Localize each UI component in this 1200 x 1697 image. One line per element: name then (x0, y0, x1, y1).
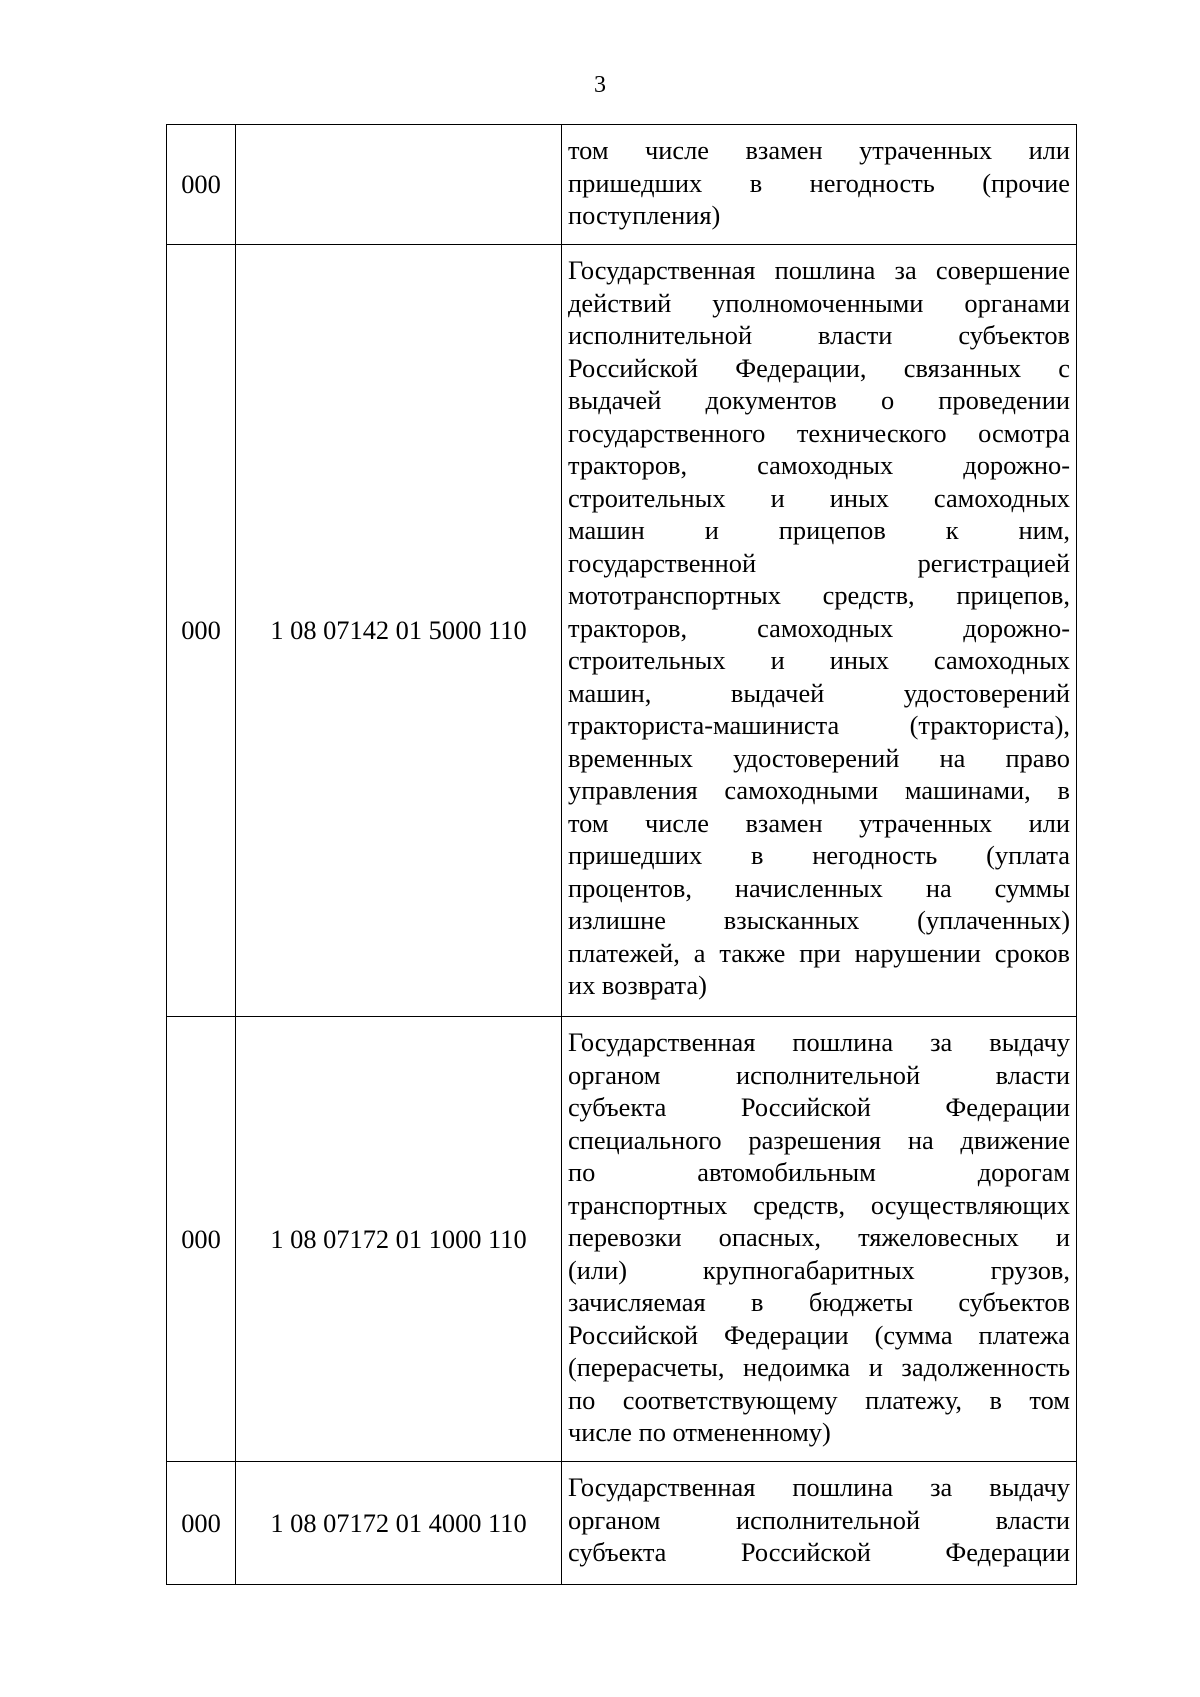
description-line: том числе взамен утраченных или (568, 807, 1070, 838)
description-line: органом исполнительной власти (568, 1504, 1070, 1535)
description-line: тракторов, самоходных дорожно- (568, 450, 1070, 480)
description-line: исполнительной власти субъектов (568, 320, 1070, 350)
description-line: субъекта Российской Федерации (568, 1092, 1070, 1122)
page-number: 3 (594, 72, 606, 98)
description-line: Государственная пошлина за совершение (568, 255, 1070, 285)
description-line: платежей, а также при нарушении сроков (568, 937, 1070, 968)
description-line: машин, выдачей удостоверений (568, 677, 1070, 708)
description-line: том числе взамен утраченных или (568, 135, 1070, 165)
description-line: транспортных средств, осуществляющих (568, 1189, 1070, 1220)
table-row (167, 1017, 1077, 1462)
description-line: специального разрешения на движение (568, 1124, 1070, 1155)
table-body (167, 125, 1077, 1585)
description-cell (562, 125, 1077, 245)
kbk-code-cell (236, 125, 562, 245)
description-line: пришедших в негодность (уплата (568, 840, 1070, 870)
description-line: управления самоходными машинами, в (568, 775, 1070, 805)
description-line: числе по отмененному) (568, 1417, 831, 1447)
description-line: государственного технического осмотра (568, 417, 1070, 448)
admin-code-cell: 000 (167, 245, 236, 1017)
description-line: машин и прицепов к ним, (568, 515, 1070, 545)
kbk-code-cell: 1 08 07172 01 1000 110 (236, 1017, 562, 1462)
description-line: мототранспортных средств, прицепов, (568, 580, 1070, 610)
description-line: по автомобильным дорогам (568, 1157, 1070, 1187)
description-cell (562, 1462, 1077, 1585)
description-line: Государственная пошлина за выдачу (568, 1472, 1070, 1502)
description-line: государственной регистрацией (568, 547, 1070, 578)
table-row (167, 125, 1077, 245)
description-line: излишне взысканных (уплаченных) (568, 905, 1070, 935)
description-cell (562, 1017, 1077, 1462)
admin-code-cell: 000 (167, 1462, 236, 1585)
admin-code-cell: 000 (167, 125, 236, 245)
description-line: строительных и иных самоходных (568, 645, 1070, 675)
description-line: пришедших в негодность (прочие (568, 167, 1070, 198)
budget-classification-table (166, 124, 1077, 1585)
description-line: органом исполнительной власти (568, 1059, 1070, 1090)
description-line: Российской Федерации (сумма платежа (568, 1319, 1070, 1350)
kbk-code-cell: 1 08 07172 01 4000 110 (236, 1462, 562, 1585)
description-line: их возврата) (568, 970, 707, 1000)
kbk-code-cell: 1 08 07142 01 5000 110 (236, 245, 562, 1017)
description-line: зачисляемая в бюджеты субъектов (568, 1287, 1070, 1317)
description-line: поступления) (568, 200, 721, 230)
description-line: перевозки опасных, тяжеловесных и (568, 1222, 1070, 1252)
description-cell (562, 245, 1077, 1017)
description-line: (перерасчеты, недоимка и задолженность (568, 1352, 1070, 1382)
description-line: субъекта Российской Федерации (568, 1537, 1070, 1567)
admin-code-cell: 000 (167, 1017, 236, 1462)
description-line: Государственная пошлина за выдачу (568, 1027, 1070, 1057)
description-line: Российской Федерации, связанных с (568, 352, 1070, 383)
description-line: выдачей документов о проведении (568, 385, 1070, 415)
table-row (167, 1462, 1077, 1585)
description-line: процентов, начисленных на суммы (568, 872, 1070, 903)
description-line: строительных и иных самоходных (568, 482, 1070, 513)
table-row (167, 245, 1077, 1017)
description-line: тракторов, самоходных дорожно- (568, 612, 1070, 643)
description-line: тракториста-машиниста (тракториста), (568, 710, 1070, 740)
description-line: действий уполномоченными органами (568, 287, 1070, 318)
description-line: по соответствующему платежу, в том (568, 1384, 1070, 1415)
description-line: (или) крупногабаритных грузов, (568, 1254, 1070, 1285)
description-line: временных удостоверений на право (568, 742, 1070, 773)
